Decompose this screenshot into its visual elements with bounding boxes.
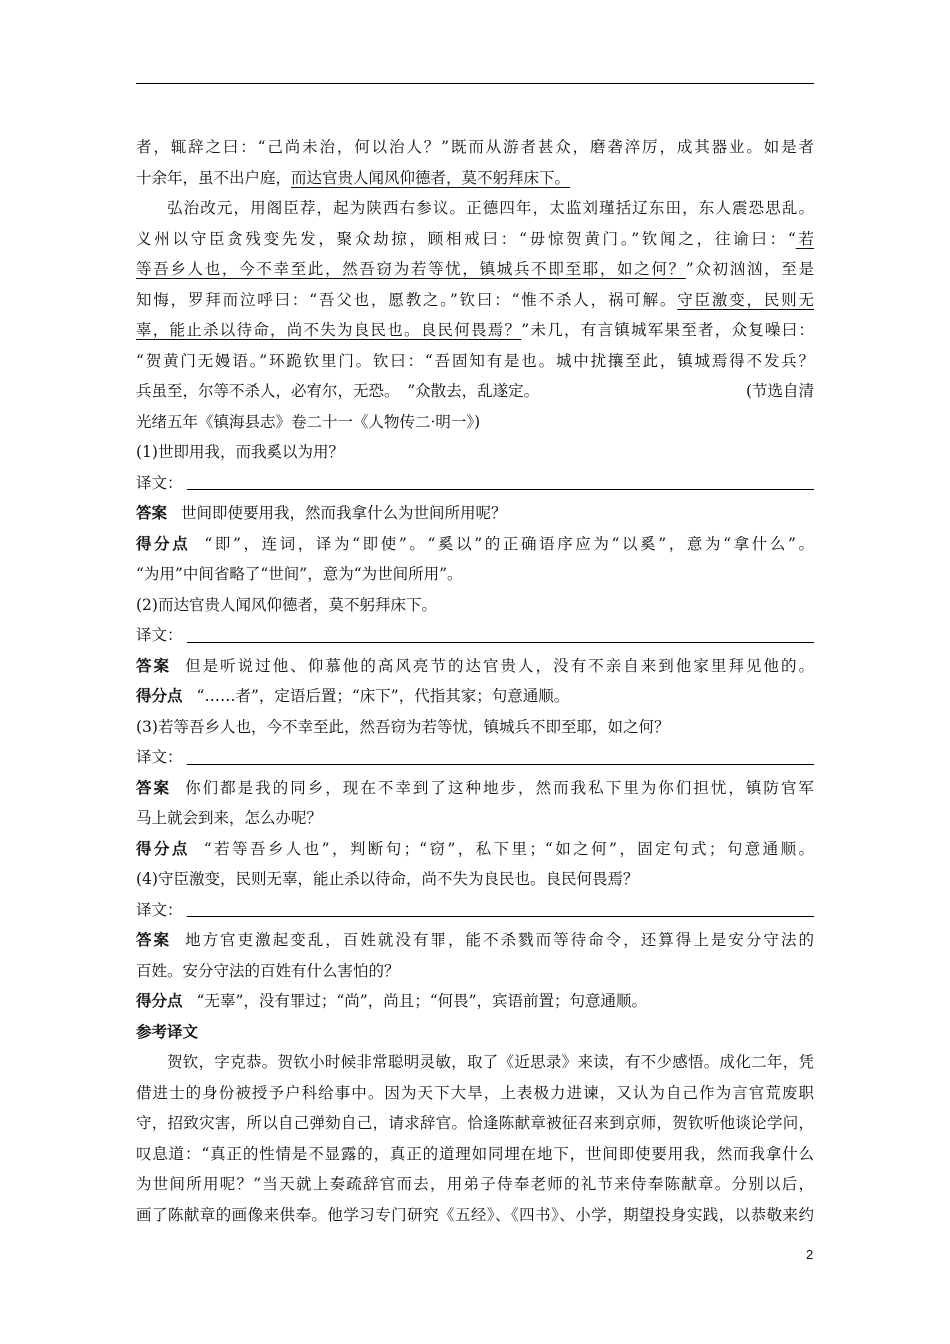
answer-blank[interactable] xyxy=(187,489,814,490)
passage-line: 光绪五年《镇海县志》卷二十一《人物传二·明一》) xyxy=(136,412,481,431)
answer-2: 答案 但是听说过他、仰慕他的高风亮节的达官贵人，没有不亲自来到他家里拜见他的。 xyxy=(136,656,814,675)
underlined-sentence: 守臣激变，民则无 xyxy=(677,290,814,309)
underlined-sentence: 若 xyxy=(795,229,814,248)
translation-line-4: 译文： xyxy=(136,895,814,926)
passage-line: 等吾乡人也，今不幸至此，然吾窃为若等忧，镇城兵不即至耶，如之何？”众初汹汹，至是 xyxy=(136,260,814,278)
answer-3-cont: 马上就会到来，怎么办呢？ xyxy=(136,809,323,827)
reference-line: 为世间所用呢？”当天就上奏疏辞官而去，用弟子侍奉老师的礼节来侍奉陈献章。分别以后， xyxy=(136,1175,814,1193)
reference-line: 叹息道：“真正的性情是不显露的，真正的道理如同埋在地下，世间即使要用我，然而我拿什么 xyxy=(136,1144,814,1163)
passage-line: 知悔，罗拜而泣呼曰：“吾父也，愿教之。”钦曰：“惟不杀人，祸可解。守臣激变，民则无 xyxy=(136,290,814,309)
reference-line: 贺钦，字克恭。贺钦小时候非常聪明灵敏，取了《近思录》来读，有不少感悟。成化二年，凭 xyxy=(167,1053,814,1071)
passage-line: 十余年，虽不出户庭，而达官贵人闻风仰德者，莫不躬拜床下。 xyxy=(136,168,571,187)
passage-line: 辜，能止杀以待命，尚不失为良民也。良民何畏焉？”未几，有言镇城军果至者，众复噪曰： xyxy=(136,321,814,339)
question-2: (2)而达官贵人闻风仰德者，莫不躬拜床下。 xyxy=(136,595,437,614)
source-note: (节选自清 xyxy=(745,382,814,400)
translation-line-2: 译文： xyxy=(136,620,814,651)
answer-blank[interactable] xyxy=(187,642,814,643)
passage-line: 者，辄辞之曰：“己尚未治，何以治人？”既而从游者甚众，磨砻淬厉，成其器业。如是者 xyxy=(136,138,814,156)
answer-blank[interactable] xyxy=(187,916,814,917)
passage-line: 弘治改元，用阁臣荐，起为陕西右参议。正德四年，太监刘瑾括辽东田，东人震恐思乱。 xyxy=(167,199,814,217)
translation-line-1: 译文： xyxy=(136,468,814,499)
question-3: (3)若等吾乡人也，今不幸至此，然吾窃为若等忧，镇城兵不即至耶，如之何？ xyxy=(136,717,670,736)
answer-4-cont: 百姓。安分守法的百姓有什么害怕的？ xyxy=(136,961,400,980)
header-rule xyxy=(136,83,814,84)
underlined-sentence: 等吾乡人也，今不幸至此，然吾窃为若等忧，镇城兵不即至耶，如之何？ xyxy=(136,260,686,278)
reference-line: 借进士的身份被授予户科给事中。因为天下大旱，上表极力进谏，又认为自己作为言官荒废职 xyxy=(136,1083,814,1102)
translation-line-3: 译文： xyxy=(136,742,814,773)
points-3: 得分点 “若等吾乡人也”，判断句；“窃”，私下里；“如之何”，固定句式；句意通顺。 xyxy=(136,839,814,858)
passage-line: 义州以守臣贪残变先发，聚众劫掠，顾相戒曰：“毋惊贺黄门。”钦闻之，往谕曰：“若 xyxy=(136,229,814,248)
passage-line: 兵虽至，尔等不杀人，必宥尔，无恐。 ”众散去，乱遂定。 (节选自清 xyxy=(136,376,814,407)
points-1-cont: “为用”中间省略了“世间”，意为“为世间所用”。 xyxy=(136,565,463,583)
question-1: (1)世即用我，而我奚以为用？ xyxy=(136,443,344,461)
reference-line: 画了陈献章的画像来供奉。他学习专门研究《五经》、《四书》、小学，期望投身实践，以恭敬来约 xyxy=(136,1205,814,1224)
document-body xyxy=(136,132,814,1230)
underlined-sentence: 而达官贵人闻风仰德者，莫不躬拜床下。 xyxy=(291,168,571,187)
reference-line: 守，招致灾害，所以自己弹劾自己，请求辞官。恰逢陈献章被征召来到京师，贺钦听他谈论学问， xyxy=(136,1114,814,1132)
answer-3: 答案 你们都是我的同乡，现在不幸到了这种地步，然而我私下里为你们担忧，镇防官军 xyxy=(136,778,814,797)
reference-title: 参考译文 xyxy=(136,1022,199,1041)
points-1: 得分点 “即”，连词，译为“即使”。“奚以”的正确语序应为“以奚”，意为“拿什么”。 xyxy=(136,534,814,553)
page-number: 2 xyxy=(806,1247,814,1262)
answer-blank[interactable] xyxy=(187,764,814,765)
answer-4: 答案 地方官吏激起变乱，百姓就没有罪，能不杀戮而等待命令，还算得上是安分守法的 xyxy=(136,931,814,949)
answer-1: 答案 世间即使要用我，然而我拿什么为世间所用呢？ xyxy=(136,504,507,522)
points-4: 得分点 “无辜”，没有罪过；“尚”，尚且；“何畏”，宾语前置；句意通顺。 xyxy=(136,992,648,1010)
question-4: (4)守臣激变，民则无辜，能止杀以待命，尚不失为良民也。良民何畏焉？ xyxy=(136,870,639,888)
points-2: 得分点 “……者”，定语后置；“床下”，代指其家；句意通顺。 xyxy=(136,687,570,705)
passage-line: “贺黄门无嫚语。”环跪钦里门。钦曰：“吾固知有是也。城中扰攘至此，镇城焉得不发兵？ xyxy=(136,351,814,370)
underlined-sentence: 辜，能止杀以待命，尚不失为良民也。良民何畏焉？ xyxy=(136,321,522,339)
